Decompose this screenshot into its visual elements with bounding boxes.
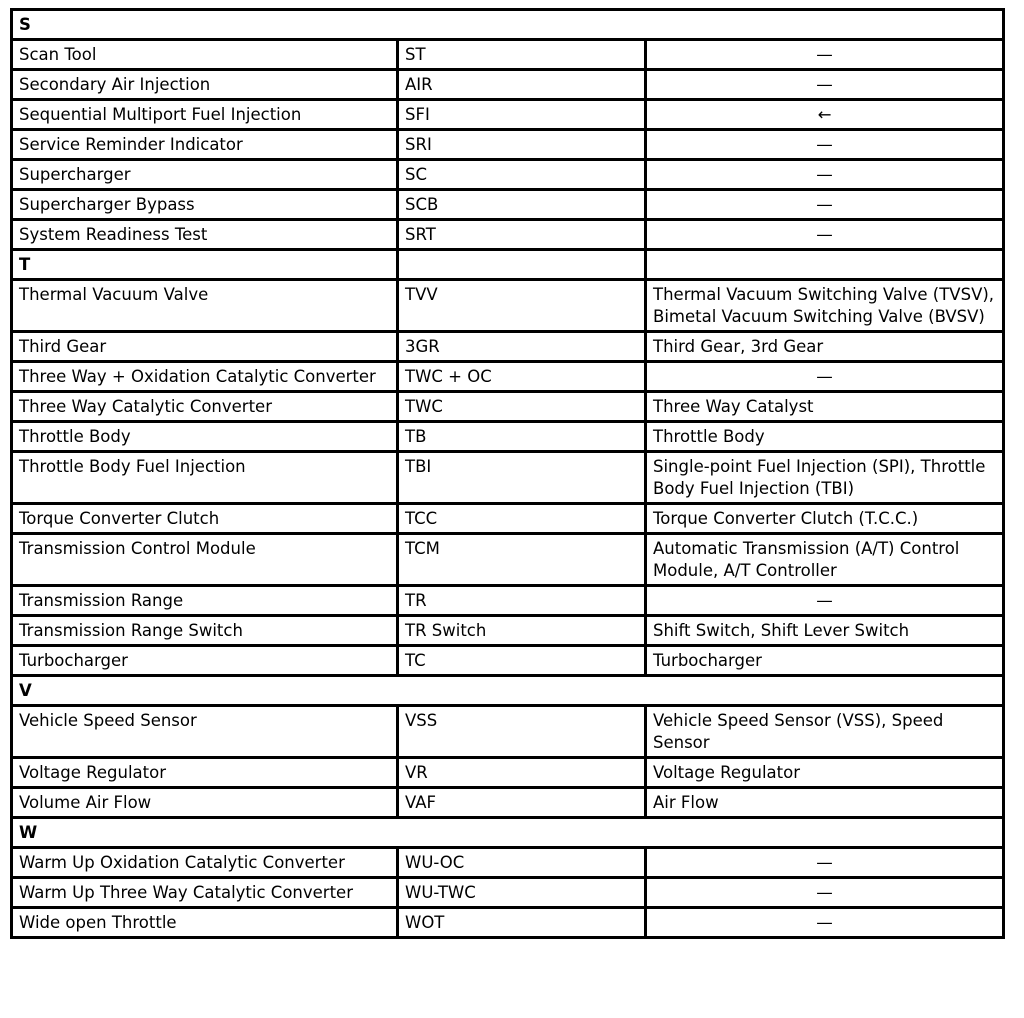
table-row	[12, 788, 1004, 818]
equivalent-dash-cell: —	[646, 848, 1004, 878]
equivalent-cell: Three Way Catalyst	[646, 392, 1004, 422]
table-row	[12, 706, 1004, 758]
abbreviation-cell: TWC + OC	[398, 362, 646, 392]
equivalent-dash-cell: —	[646, 130, 1004, 160]
equivalent-cell: Throttle Body	[646, 422, 1004, 452]
table-row	[12, 616, 1004, 646]
equivalent-cell: Third Gear, 3rd Gear	[646, 332, 1004, 362]
abbreviation-cell: AIR	[398, 70, 646, 100]
abbreviation-cell: SRT	[398, 220, 646, 250]
table-row	[12, 160, 1004, 190]
equivalent-dash-cell: —	[646, 586, 1004, 616]
table-row	[12, 758, 1004, 788]
equivalent-cell: Voltage Regulator	[646, 758, 1004, 788]
abbreviation-cell: VR	[398, 758, 646, 788]
equivalent-cell: Vehicle Speed Sensor (VSS), Speed Sensor	[646, 706, 1004, 758]
abbreviation-cell: TR Switch	[398, 616, 646, 646]
term-cell: Transmission Range	[12, 586, 398, 616]
term-cell: Wide open Throttle	[12, 908, 398, 938]
equivalent-cell: Shift Switch, Shift Lever Switch	[646, 616, 1004, 646]
table-row	[12, 504, 1004, 534]
abbreviations-table	[10, 8, 1005, 939]
term-cell: Throttle Body Fuel Injection	[12, 452, 398, 504]
equivalent-cell: Torque Converter Clutch (T.C.C.)	[646, 504, 1004, 534]
equivalent-dash-cell: —	[646, 70, 1004, 100]
table-row	[12, 908, 1004, 938]
term-cell: Transmission Range Switch	[12, 616, 398, 646]
abbreviations-table-container	[10, 8, 1002, 939]
section-letter: T	[12, 250, 398, 280]
abbreviation-cell: VSS	[398, 706, 646, 758]
table-row	[12, 332, 1004, 362]
abbreviation-cell: WOT	[398, 908, 646, 938]
term-cell: Voltage Regulator	[12, 758, 398, 788]
equivalent-cell: Air Flow	[646, 788, 1004, 818]
abbreviations-table-body	[12, 10, 1004, 938]
term-cell: Sequential Multiport Fuel Injection	[12, 100, 398, 130]
term-cell: Vehicle Speed Sensor	[12, 706, 398, 758]
abbreviation-cell: SFI	[398, 100, 646, 130]
abbreviation-cell: WU-OC	[398, 848, 646, 878]
abbreviation-cell: TCM	[398, 534, 646, 586]
abbreviation-cell: TCC	[398, 504, 646, 534]
equivalent-dash-cell: —	[646, 878, 1004, 908]
term-cell: Warm Up Three Way Catalytic Converter	[12, 878, 398, 908]
section-empty-cell	[398, 250, 646, 280]
abbreviation-cell: VAF	[398, 788, 646, 818]
table-row	[12, 848, 1004, 878]
term-cell: Supercharger Bypass	[12, 190, 398, 220]
abbreviation-cell: TR	[398, 586, 646, 616]
term-cell: Scan Tool	[12, 40, 398, 70]
equivalent-cell: Single-point Fuel Injection (SPI), Throttle Body Fuel Injection (TBI)	[646, 452, 1004, 504]
abbreviation-cell: SC	[398, 160, 646, 190]
table-row	[12, 452, 1004, 504]
table-row	[12, 40, 1004, 70]
abbreviation-cell: TWC	[398, 392, 646, 422]
term-cell: Supercharger	[12, 160, 398, 190]
term-cell: Turbocharger	[12, 646, 398, 676]
abbreviation-cell: TB	[398, 422, 646, 452]
equivalent-dash-cell: —	[646, 190, 1004, 220]
term-cell: Torque Converter Clutch	[12, 504, 398, 534]
table-row	[12, 70, 1004, 100]
table-row	[12, 220, 1004, 250]
equivalent-cell: Turbocharger	[646, 646, 1004, 676]
section-header-row	[12, 676, 1004, 706]
abbreviation-cell: TVV	[398, 280, 646, 332]
table-row	[12, 586, 1004, 616]
table-row	[12, 422, 1004, 452]
abbreviation-cell: SCB	[398, 190, 646, 220]
equivalent-dash-cell: —	[646, 40, 1004, 70]
term-cell: System Readiness Test	[12, 220, 398, 250]
term-cell: Three Way Catalytic Converter	[12, 392, 398, 422]
table-row	[12, 362, 1004, 392]
section-letter: S	[12, 10, 1004, 40]
table-row	[12, 534, 1004, 586]
term-cell: Service Reminder Indicator	[12, 130, 398, 160]
table-row	[12, 646, 1004, 676]
term-cell: Throttle Body	[12, 422, 398, 452]
term-cell: Secondary Air Injection	[12, 70, 398, 100]
term-cell: Transmission Control Module	[12, 534, 398, 586]
section-letter: W	[12, 818, 1004, 848]
equivalent-dash-cell: —	[646, 160, 1004, 190]
abbreviation-cell: TC	[398, 646, 646, 676]
term-cell: Third Gear	[12, 332, 398, 362]
table-row	[12, 100, 1004, 130]
section-letter: V	[12, 676, 1004, 706]
abbreviation-cell: TBI	[398, 452, 646, 504]
table-row	[12, 392, 1004, 422]
equivalent-dash-cell: —	[646, 908, 1004, 938]
term-cell: Three Way + Oxidation Catalytic Converter	[12, 362, 398, 392]
section-header-row	[12, 818, 1004, 848]
section-header-row	[12, 250, 1004, 280]
equivalent-dash-cell: —	[646, 362, 1004, 392]
table-row	[12, 190, 1004, 220]
table-row	[12, 130, 1004, 160]
abbreviation-cell: ST	[398, 40, 646, 70]
term-cell: Volume Air Flow	[12, 788, 398, 818]
abbreviation-cell: SRI	[398, 130, 646, 160]
table-row	[12, 878, 1004, 908]
abbreviation-cell: 3GR	[398, 332, 646, 362]
abbreviation-cell: WU-TWC	[398, 878, 646, 908]
term-cell: Warm Up Oxidation Catalytic Converter	[12, 848, 398, 878]
equivalent-cell: Automatic Transmission (A/T) Control Module, A/T Controller	[646, 534, 1004, 586]
section-header-row	[12, 10, 1004, 40]
term-cell: Thermal Vacuum Valve	[12, 280, 398, 332]
equivalent-dash-cell: ←	[646, 100, 1004, 130]
equivalent-cell: Thermal Vacuum Switching Valve (TVSV), Bimetal Vacuum Switching Valve (BVSV)	[646, 280, 1004, 332]
equivalent-dash-cell: —	[646, 220, 1004, 250]
section-empty-cell	[646, 250, 1004, 280]
table-row	[12, 280, 1004, 332]
